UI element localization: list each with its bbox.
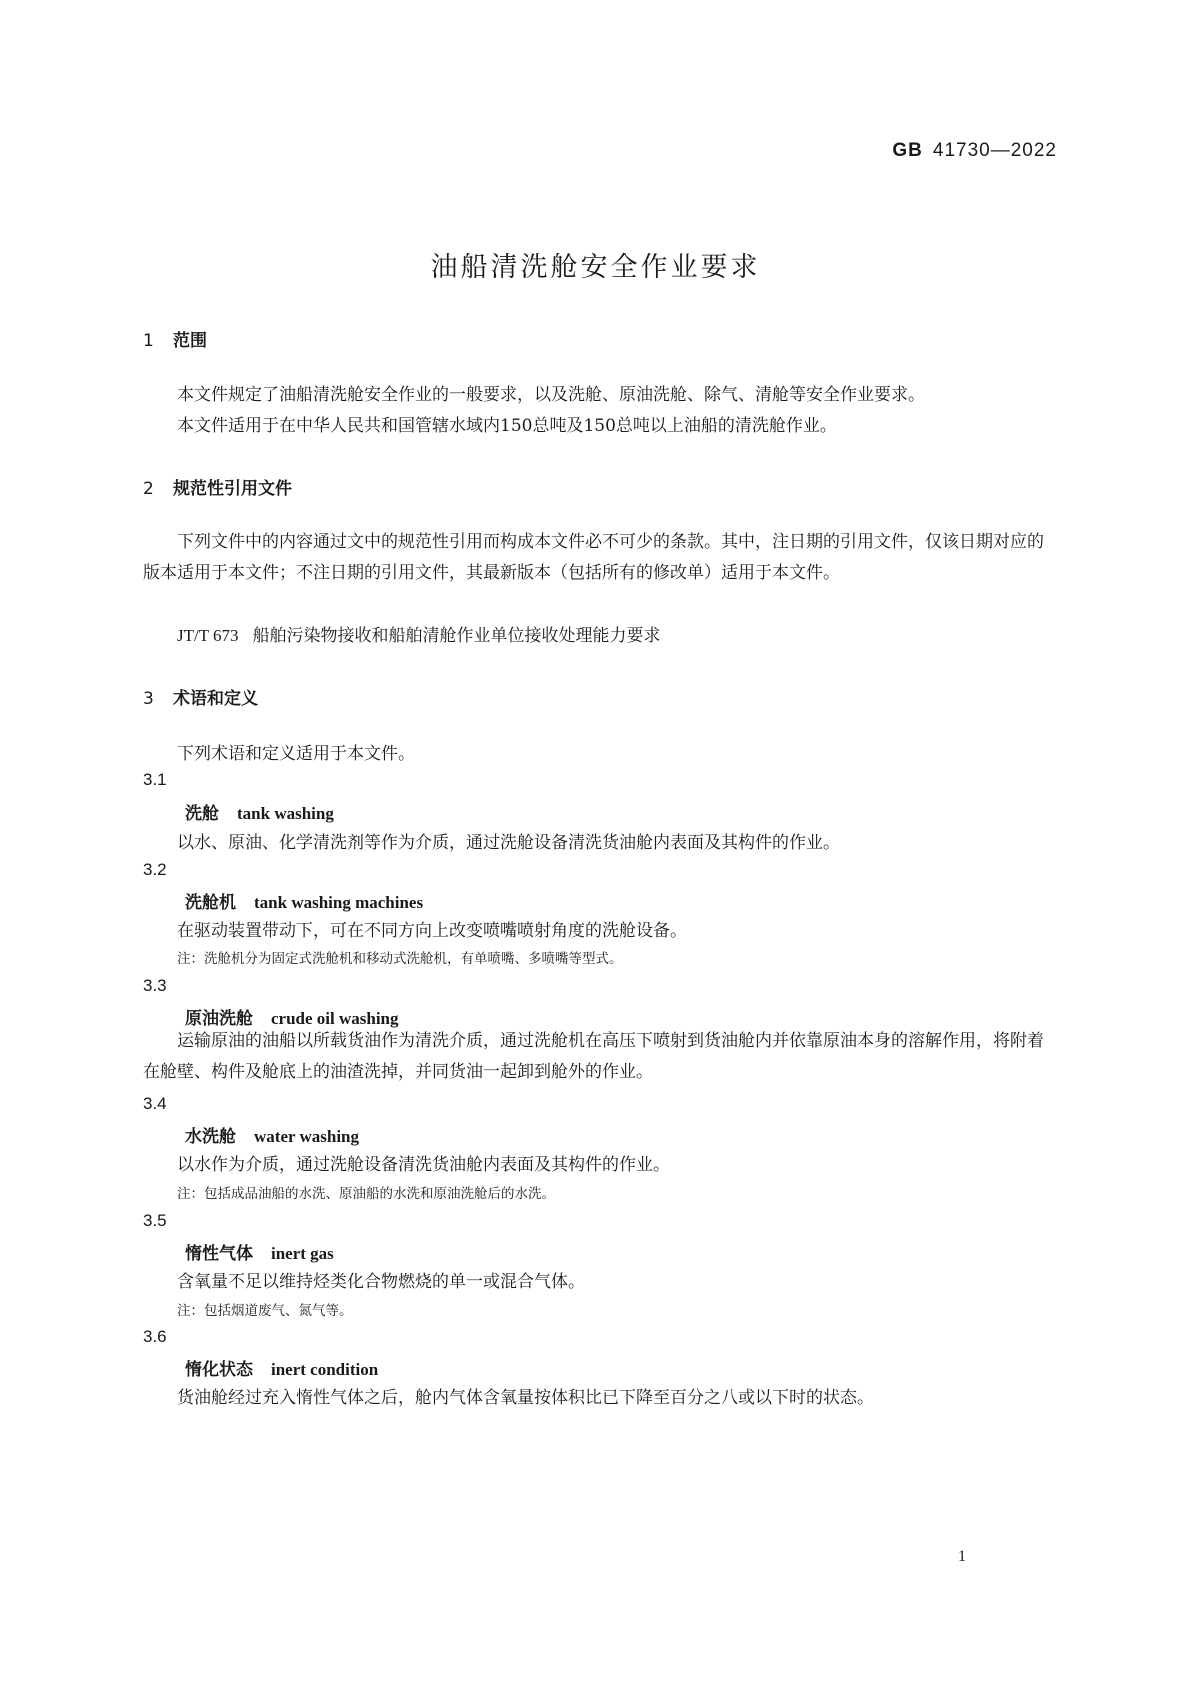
section-heading-references: 2 规范性引用文件: [143, 479, 292, 499]
term-number: 3.4: [143, 1094, 167, 1113]
term-number: 3.2: [143, 860, 167, 879]
references-intro: 下列文件中的内容通过文中的规范性引用而构成本文件必不可少的条款。其中，注日期的引用文件，仅该日期对应的版本适用于本文件；不注日期的引用文件，其最新版本（包括所有的修改单）适用于本文件。: [143, 532, 1044, 583]
term-definition: 以水作为介质，通过洗舱设备清洗货油舱内表面及其构件的作业。: [177, 1155, 670, 1175]
term-definition: 以水、原油、化学清洗剂等作为介质，通过洗舱设备清洗货油舱内表面及其构件的作业。: [177, 833, 840, 853]
term-note: 注：包括成品油船的水洗、原油船的水洗和原油洗舱后的水洗。: [177, 1186, 555, 1202]
scope-paragraph-1: 本文件规定了油船清洗舱安全作业的一般要求，以及洗舱、原油洗舱、除气、清舱等安全作业要求。: [177, 385, 925, 405]
standard-prefix: GB: [892, 140, 923, 161]
term-heading: 洗舱 tank washing: [185, 804, 334, 824]
term-definition: 运输原油的油船以所载货油作为清洗介质，通过洗舱机在高压下喷射到货油舱内并依靠原油本身的溶解作用，将附着在舱壁、构件及舱底上的油渣洗掉，并同货油一起卸到舱外的作业。: [143, 1031, 1044, 1082]
reference-code: JT/T 673: [177, 626, 239, 645]
section-heading-terms: 3 术语和定义: [143, 689, 258, 709]
term-heading: 惰性气体 inert gas: [185, 1244, 334, 1264]
term-definition: 在驱动装置带动下，可在不同方向上改变喷嘴喷射角度的洗舱设备。: [177, 921, 687, 941]
term-definition: 货油舱经过充入惰性气体之后，舱内气体含氧量按体积比已下降至百分之八或以下时的状态。: [177, 1388, 874, 1408]
scope-paragraph-2: 本文件适用于在中华人民共和国管辖水域内150总吨及150总吨以上油船的清洗舱作业。: [177, 416, 837, 436]
standard-code: 41730—2022: [932, 140, 1057, 161]
section-heading-scope: 1 范围: [143, 331, 207, 351]
term-number: 3.6: [143, 1327, 167, 1346]
term-heading: 原油洗舱 crude oil washing: [185, 1009, 399, 1029]
term-number: 3.1: [143, 770, 167, 789]
term-definition: 含氧量不足以维持烃类化合物燃烧的单一或混合气体。: [177, 1272, 585, 1292]
terms-intro: 下列术语和定义适用于本文件。: [177, 744, 415, 764]
reference-title: 船舶污染物接收和船舶清舱作业单位接收处理能力要求: [252, 626, 661, 646]
term-heading: 惰化状态 inert condition: [185, 1360, 379, 1380]
standard-number: [892, 140, 1057, 162]
page-number: 1: [958, 1548, 966, 1565]
term-note: 注：洗舱机分为固定式洗舱机和移动式洗舱机，有单喷嘴、多喷嘴等型式。: [177, 951, 623, 967]
term-heading: 洗舱机 tank washing machines: [185, 893, 424, 913]
reference-entry: [177, 621, 661, 646]
term-number: 3.3: [143, 976, 167, 995]
term-heading: 水洗舱 water washing: [185, 1127, 359, 1147]
term-number: 3.5: [143, 1211, 167, 1230]
document-title: 油船清洗舱安全作业要求: [430, 252, 761, 283]
term-note: 注：包括烟道废气、氮气等。: [177, 1303, 353, 1319]
